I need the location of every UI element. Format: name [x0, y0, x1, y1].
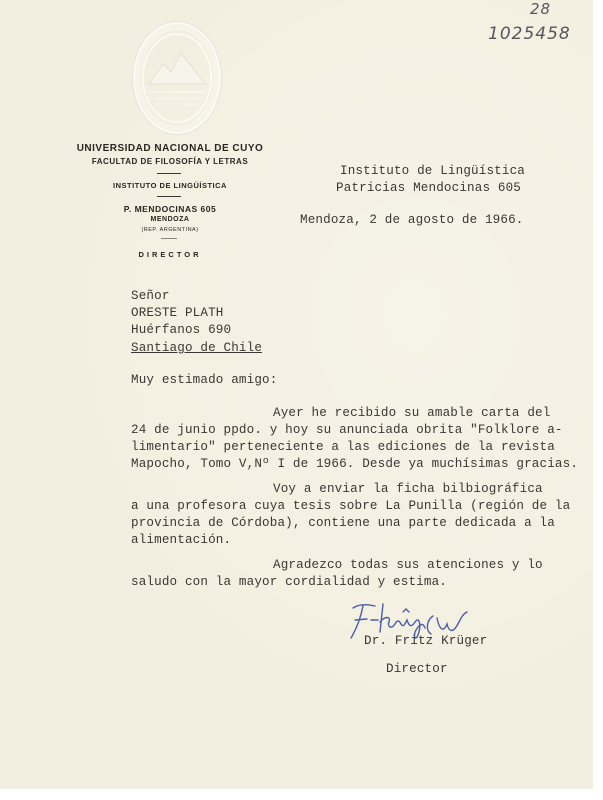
signatory-name: Dr. Fritz Krüger: [364, 634, 488, 648]
body-p3-line: Agradezco todas sus atenciones y lo: [273, 558, 543, 572]
body-p2-line: a una profesora cuya tesis sobre La Punilla (región de la: [131, 499, 571, 513]
recipient-name: ORESTE PLATH: [131, 306, 224, 320]
body-p2-line: Voy a enviar la ficha bilbiográfica: [273, 482, 543, 496]
signatory-title: Director: [386, 662, 448, 676]
letter-date: Mendoza, 2 de agosto de 1966.: [300, 213, 524, 227]
embossed-seal-icon: [133, 22, 221, 134]
letterhead-institute: INSTITUTO DE LINGÜÍSTICA: [113, 181, 227, 190]
recipient-title: Señor: [131, 289, 170, 303]
letterhead-address-country: (REP. ARGENTINA): [141, 227, 199, 233]
body-p1-line: Ayer he recibido su amable carta del: [273, 406, 551, 420]
body-p3-line: saludo con la mayor cordialidad y estima.: [131, 575, 448, 589]
letterhead-address-street: P. MENDOCINAS 605: [123, 204, 217, 214]
letterhead-role: DIRECTOR: [138, 250, 202, 259]
archive-id-annotation: 1025458: [488, 24, 571, 44]
body-p2-line: alimentación.: [131, 533, 232, 547]
body-p1-line: 24 de junio ppdo. y hoy su anunciada obrita "Folklore a-: [131, 423, 563, 437]
page-number-annotation: 28: [530, 0, 552, 18]
recipient-city: Santiago de Chile: [131, 341, 263, 355]
body-p1-line: limentario" perteneciente a las ediciones de la revista: [131, 440, 555, 454]
sender-institute: Instituto de Lingüística: [340, 164, 525, 178]
letterhead-faculty: FACULTAD DE FILOSOFÍA Y LETRAS: [91, 157, 249, 166]
greeting: Muy estimado amigo:: [131, 373, 278, 387]
body-p1-line: Mapocho, Tomo V,Nº I de 1966. Desde ya muchísimas gracias.: [131, 457, 579, 471]
recipient-street: Huérfanos 690: [131, 323, 232, 337]
body-p2-line: provincia de Córdoba), contiene una parte dedicada a la: [131, 516, 555, 530]
letterhead-divider: [157, 173, 181, 174]
letterhead-divider: [157, 196, 181, 197]
letterhead-university: UNIVERSIDAD NACIONAL DE CUYO: [76, 143, 264, 154]
letterhead-divider: [161, 238, 177, 239]
sender-address: Patricias Mendocinas 605: [336, 181, 521, 195]
letterhead-address-city: MENDOZA: [150, 216, 190, 223]
